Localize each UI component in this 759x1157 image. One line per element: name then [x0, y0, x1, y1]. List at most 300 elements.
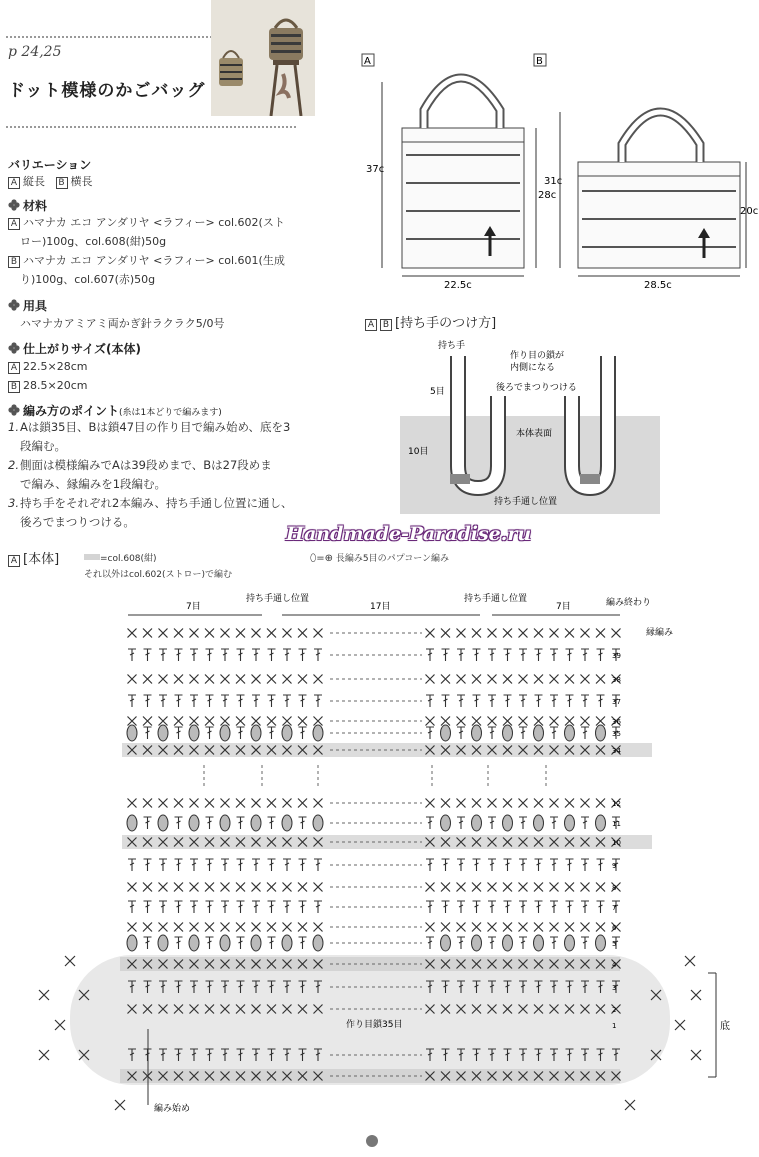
dc-stitch — [299, 937, 307, 949]
dc-stitch — [550, 901, 558, 913]
dc-stitch — [473, 649, 481, 661]
row-number: 12 — [612, 800, 621, 808]
dc-stitch — [175, 901, 183, 913]
dc-stitch — [504, 695, 512, 707]
sc-stitch — [314, 799, 323, 808]
row-number: 35 — [612, 730, 621, 738]
sc-stitch — [550, 923, 559, 932]
dc-stitch — [550, 817, 558, 829]
sc-stitch — [675, 1020, 685, 1030]
dc-stitch — [128, 901, 136, 913]
clover-icon — [8, 342, 20, 354]
popcorn-stitch — [158, 725, 168, 741]
dc-stitch — [442, 859, 450, 871]
label-b-box: B — [8, 256, 20, 268]
popcorn-stitch — [313, 935, 323, 951]
popcorn-stitch — [251, 815, 261, 831]
handle-attach-title: 持ち手のつけ方 — [400, 316, 492, 331]
dc-stitch — [535, 901, 543, 913]
sc-stitch — [426, 675, 435, 684]
popcorn-stitch — [472, 815, 482, 831]
dc-stitch — [175, 859, 183, 871]
popcorn-stitch — [313, 725, 323, 741]
sc-stitch — [205, 883, 214, 892]
sc-stitch — [596, 923, 605, 932]
sc-stitch — [314, 883, 323, 892]
dc-stitch — [159, 695, 167, 707]
sc-stitch — [221, 883, 230, 892]
dc-stitch — [283, 901, 291, 913]
clover-icon — [8, 299, 20, 311]
sc-stitch — [283, 883, 292, 892]
dc-stitch — [519, 901, 527, 913]
dc-stitch — [426, 859, 434, 871]
dc-stitch — [457, 937, 465, 949]
popcorn-stitch — [189, 725, 199, 741]
popcorn-stitch — [282, 935, 292, 951]
dc-stitch — [206, 859, 214, 871]
label-chain-1: 作り目の鎖が — [510, 351, 565, 361]
dc-stitch — [159, 859, 167, 871]
dc-stitch — [581, 859, 589, 871]
materials-heading: 材料 — [23, 199, 48, 213]
sc-stitch — [565, 799, 574, 808]
dc-stitch — [535, 695, 543, 707]
dc-stitch — [299, 649, 307, 661]
dc-stitch — [206, 649, 214, 661]
row-number: 8 — [612, 884, 617, 892]
sc-stitch — [441, 675, 450, 684]
step-text: 段編む。 — [20, 439, 66, 453]
sc-stitch — [236, 923, 245, 932]
sc-stitch — [457, 799, 466, 808]
popcorn-stitch — [596, 815, 606, 831]
label-7-right: 7目 — [556, 602, 571, 612]
sc-stitch — [581, 629, 590, 638]
variation-list — [8, 172, 93, 191]
dc-stitch — [581, 695, 589, 707]
dc-stitch — [144, 649, 152, 661]
row-number: 39 — [612, 652, 621, 660]
watermark: Handmade-Paradise.ru — [286, 523, 532, 545]
sc-stitch — [143, 883, 152, 892]
popcorn-stitch — [158, 935, 168, 951]
dc-stitch — [457, 817, 465, 829]
dc-stitch — [550, 695, 558, 707]
sc-stitch — [221, 923, 230, 932]
sc-stitch — [596, 675, 605, 684]
sc-stitch — [581, 717, 590, 726]
label-pos-left: 持ち手通し位置 — [246, 594, 310, 604]
sc-stitch — [128, 717, 137, 726]
dc-stitch — [299, 859, 307, 871]
sc-stitch — [143, 675, 152, 684]
sc-stitch — [550, 717, 559, 726]
dc-stitch — [426, 695, 434, 707]
dc-stitch — [159, 649, 167, 661]
row-number: 11 — [612, 820, 621, 828]
sc-stitch — [441, 717, 450, 726]
dc-stitch — [457, 727, 465, 739]
dc-stitch — [314, 695, 322, 707]
materials-a-line2: ロー)100g、col.608(紺)50g — [20, 235, 167, 248]
sc-stitch — [174, 629, 183, 638]
dc-stitch — [442, 901, 450, 913]
row-number: 5 — [612, 940, 617, 948]
dc-stitch — [206, 727, 214, 739]
legend-popcorn — [310, 551, 449, 564]
dc-stitch — [144, 937, 152, 949]
dc-stitch — [442, 649, 450, 661]
dc-stitch — [175, 937, 183, 949]
popcorn-stitch — [503, 935, 513, 951]
popcorn-stitch — [472, 725, 482, 741]
sc-stitch — [236, 883, 245, 892]
sc-stitch — [283, 675, 292, 684]
dc-stitch — [252, 859, 260, 871]
sc-stitch — [174, 923, 183, 932]
sc-stitch — [472, 717, 481, 726]
label-pos-right: 持ち手通し位置 — [464, 594, 528, 604]
popcorn-stitch — [282, 815, 292, 831]
dc-stitch — [221, 695, 229, 707]
dc-stitch — [144, 901, 152, 913]
sc-stitch — [457, 883, 466, 892]
sc-stitch — [503, 629, 512, 638]
sc-stitch — [252, 675, 261, 684]
sc-stitch — [128, 675, 137, 684]
sc-stitch — [159, 883, 168, 892]
sc-stitch — [314, 717, 323, 726]
dc-stitch — [144, 859, 152, 871]
sc-stitch — [503, 799, 512, 808]
label-10: 10目 — [408, 447, 429, 457]
popcorn-stitch — [565, 815, 575, 831]
sc-stitch — [472, 629, 481, 638]
dc-stitch — [581, 649, 589, 661]
sc-stitch — [519, 799, 528, 808]
label-b-box: B — [56, 177, 68, 189]
sc-stitch — [503, 923, 512, 932]
diagram-a-height-body: 28c — [538, 190, 557, 201]
sc-stitch — [503, 883, 512, 892]
sc-stitch — [519, 883, 528, 892]
sc-stitch — [267, 799, 276, 808]
popcorn-stitch — [534, 725, 544, 741]
popcorn-stitch — [158, 815, 168, 831]
dc-stitch — [426, 901, 434, 913]
diagram-a-height-total: 37c — [366, 164, 385, 175]
sc-stitch — [457, 675, 466, 684]
sc-stitch — [190, 923, 199, 932]
sc-stitch — [472, 799, 481, 808]
dc-stitch — [128, 695, 136, 707]
sc-stitch — [625, 1100, 635, 1110]
dc-stitch — [206, 817, 214, 829]
sc-stitch — [441, 629, 450, 638]
sc-stitch — [550, 799, 559, 808]
sc-stitch — [581, 883, 590, 892]
sc-stitch — [685, 956, 695, 966]
dc-stitch — [457, 695, 465, 707]
dc-stitch — [550, 859, 558, 871]
dc-stitch — [442, 695, 450, 707]
label-pos: 持ち手通し位置 — [494, 497, 558, 507]
sc-stitch — [488, 675, 497, 684]
sc-stitch — [550, 675, 559, 684]
sc-stitch — [174, 717, 183, 726]
dc-stitch — [519, 695, 527, 707]
divider-bottom — [6, 126, 296, 128]
sc-stitch — [190, 883, 199, 892]
sc-stitch — [159, 799, 168, 808]
sc-stitch — [691, 1050, 701, 1060]
dc-stitch — [221, 649, 229, 661]
sc-stitch — [565, 923, 574, 932]
dc-stitch — [175, 817, 183, 829]
dc-stitch — [283, 695, 291, 707]
sc-stitch — [534, 923, 543, 932]
row-number: 2 — [612, 1006, 617, 1014]
dc-stitch — [581, 901, 589, 913]
popcorn-symbol: ⬯=⊕ — [310, 553, 334, 564]
sc-stitch — [128, 883, 137, 892]
popcorn-stitch — [220, 815, 230, 831]
variation-a-text: 縦長 — [23, 175, 45, 188]
dc-stitch — [206, 937, 214, 949]
sc-stitch — [534, 629, 543, 638]
body-chart-title: 本体 — [28, 552, 55, 567]
dc-stitch — [206, 695, 214, 707]
dc-stitch — [237, 859, 245, 871]
dc-stitch — [175, 649, 183, 661]
sc-stitch — [596, 629, 605, 638]
dc-stitch — [426, 649, 434, 661]
page-title: ドット模様のかごバッグ — [8, 81, 206, 101]
row-number: 34 — [612, 747, 621, 755]
dc-stitch — [488, 901, 496, 913]
label-bottom: 底 — [720, 1021, 730, 1032]
dc-stitch — [268, 859, 276, 871]
sc-stitch — [612, 629, 621, 638]
dc-stitch — [597, 695, 605, 707]
sc-stitch — [519, 717, 528, 726]
dc-stitch — [314, 859, 322, 871]
sc-stitch — [426, 883, 435, 892]
dc-stitch — [237, 901, 245, 913]
sc-stitch — [283, 717, 292, 726]
bag-diagram-b — [534, 54, 758, 290]
dc-stitch — [473, 859, 481, 871]
sc-stitch — [143, 717, 152, 726]
dc-stitch — [519, 859, 527, 871]
dc-stitch — [268, 817, 276, 829]
sc-stitch — [426, 717, 435, 726]
sc-stitch — [691, 990, 701, 1000]
materials-b-line2: り)100g、col.607(赤)50g — [20, 273, 156, 286]
step-3 — [8, 494, 328, 513]
dc-stitch — [473, 901, 481, 913]
sc-stitch — [221, 629, 230, 638]
popcorn-stitch — [503, 725, 513, 741]
sc-stitch — [190, 717, 199, 726]
step-2 — [8, 456, 328, 475]
sc-stitch — [55, 1020, 65, 1030]
sc-stitch — [267, 717, 276, 726]
label-a-box: A — [8, 177, 20, 189]
dc-stitch — [535, 649, 543, 661]
dc-stitch — [252, 695, 260, 707]
sc-stitch — [252, 883, 261, 892]
sc-stitch — [534, 675, 543, 684]
dc-stitch — [190, 695, 198, 707]
sc-stitch — [519, 629, 528, 638]
dc-stitch — [268, 901, 276, 913]
size-a: 22.5×28cm — [23, 360, 88, 373]
sc-stitch — [581, 675, 590, 684]
row-number: 36 — [612, 718, 621, 726]
sc-stitch — [174, 675, 183, 684]
dc-stitch — [550, 649, 558, 661]
dc-stitch — [237, 937, 245, 949]
dc-stitch — [283, 859, 291, 871]
dc-stitch — [144, 817, 152, 829]
sc-stitch — [519, 923, 528, 932]
dc-stitch — [426, 817, 434, 829]
sc-stitch — [283, 923, 292, 932]
dc-stitch — [314, 901, 322, 913]
step-number: 3. — [8, 496, 19, 510]
product-photo — [211, 0, 315, 116]
popcorn-stitch — [251, 935, 261, 951]
diagram-b-height-body: 20c — [740, 206, 759, 217]
popcorn-stitch — [441, 725, 451, 741]
sc-stitch — [236, 675, 245, 684]
sc-stitch — [159, 629, 168, 638]
sc-stitch — [457, 629, 466, 638]
sc-stitch — [519, 675, 528, 684]
dc-stitch — [144, 695, 152, 707]
dc-stitch — [128, 859, 136, 871]
handle-attach-diagram — [400, 336, 660, 516]
popcorn-stitch — [596, 725, 606, 741]
dc-stitch — [268, 649, 276, 661]
sc-stitch — [441, 923, 450, 932]
materials-text — [8, 213, 285, 289]
legend-color-text: =col.608(紺) — [100, 554, 157, 564]
dc-stitch — [457, 649, 465, 661]
dc-stitch — [488, 727, 496, 739]
dc-stitch — [519, 937, 527, 949]
band-row-bottom — [120, 1069, 620, 1083]
label-end: 編み終わり — [606, 598, 652, 608]
sc-stitch — [534, 717, 543, 726]
dc-stitch — [283, 649, 291, 661]
dc-stitch — [237, 649, 245, 661]
diagram-b-label: B — [536, 56, 543, 67]
step-text: で編み、縁編みを1段編む。 — [20, 477, 167, 491]
label-handle: 持ち手 — [438, 341, 466, 351]
row-number: 38 — [612, 676, 621, 684]
sc-stitch — [503, 675, 512, 684]
diagram-a-width: 22.5c — [444, 280, 472, 290]
label-a-box: A — [365, 319, 377, 331]
label-a-box: A — [8, 218, 20, 230]
sc-stitch — [441, 799, 450, 808]
sc-stitch — [174, 883, 183, 892]
dc-stitch — [504, 859, 512, 871]
row-number: 10 — [612, 839, 621, 847]
label-b-box: B — [8, 381, 20, 393]
popcorn-stitch — [127, 725, 137, 741]
dc-stitch — [597, 649, 605, 661]
sc-stitch — [283, 629, 292, 638]
dc-stitch — [519, 727, 527, 739]
dc-stitch — [206, 901, 214, 913]
dc-stitch — [237, 817, 245, 829]
legend-popcorn-text: 長編み5目のパプコーン編み — [335, 554, 450, 564]
dc-stitch — [426, 727, 434, 739]
dc-stitch — [488, 649, 496, 661]
label-edge: 縁編み — [646, 628, 674, 638]
dc-stitch — [299, 727, 307, 739]
dc-stitch — [581, 727, 589, 739]
step-1 — [8, 418, 328, 437]
page-reference: p 24,25 — [8, 44, 62, 60]
dc-stitch — [550, 937, 558, 949]
dc-stitch — [457, 859, 465, 871]
sc-stitch — [441, 883, 450, 892]
popcorn-stitch — [565, 725, 575, 741]
sc-stitch — [190, 675, 199, 684]
popcorn-stitch — [189, 935, 199, 951]
dc-stitch — [457, 901, 465, 913]
sc-stitch — [298, 717, 307, 726]
dc-stitch — [299, 695, 307, 707]
label-chain-2: 内側になる — [510, 363, 556, 373]
sc-stitch — [314, 675, 323, 684]
points-heading: 編み方のポイント — [23, 404, 120, 418]
points-note: (糸は1本どりで編みます) — [119, 408, 222, 418]
legend-color — [84, 551, 157, 564]
row-number: 4 — [612, 961, 617, 969]
sc-stitch — [205, 675, 214, 684]
row-number: 3 — [612, 984, 617, 992]
row-number: 1 — [612, 1022, 617, 1030]
diagram-b-height-total: 31c — [544, 176, 563, 187]
sc-stitch — [205, 799, 214, 808]
dc-stitch — [488, 817, 496, 829]
dc-stitch — [597, 901, 605, 913]
label-a-box: A — [8, 555, 20, 567]
size-heading: 仕上がりサイズ(本体) — [23, 342, 142, 356]
sc-stitch — [596, 799, 605, 808]
dc-stitch — [175, 695, 183, 707]
dc-stitch — [128, 649, 136, 661]
bag-diagrams — [360, 50, 759, 290]
dc-stitch — [299, 901, 307, 913]
materials-b-line1: ハマナカ エコ アンダリヤ <ラフィー> col.601(生成 — [23, 254, 285, 267]
label-start: 編み始め — [154, 1104, 191, 1114]
sc-stitch — [128, 923, 137, 932]
materials-a-line1: ハマナカ エコ アンダリヤ <ラフィー> col.602(スト — [23, 216, 285, 229]
sc-stitch — [426, 799, 435, 808]
dc-stitch — [581, 937, 589, 949]
diagram-a-label: A — [364, 56, 371, 67]
materials-heading-row — [8, 197, 47, 214]
dc-stitch — [144, 727, 152, 739]
dc-stitch — [314, 649, 322, 661]
